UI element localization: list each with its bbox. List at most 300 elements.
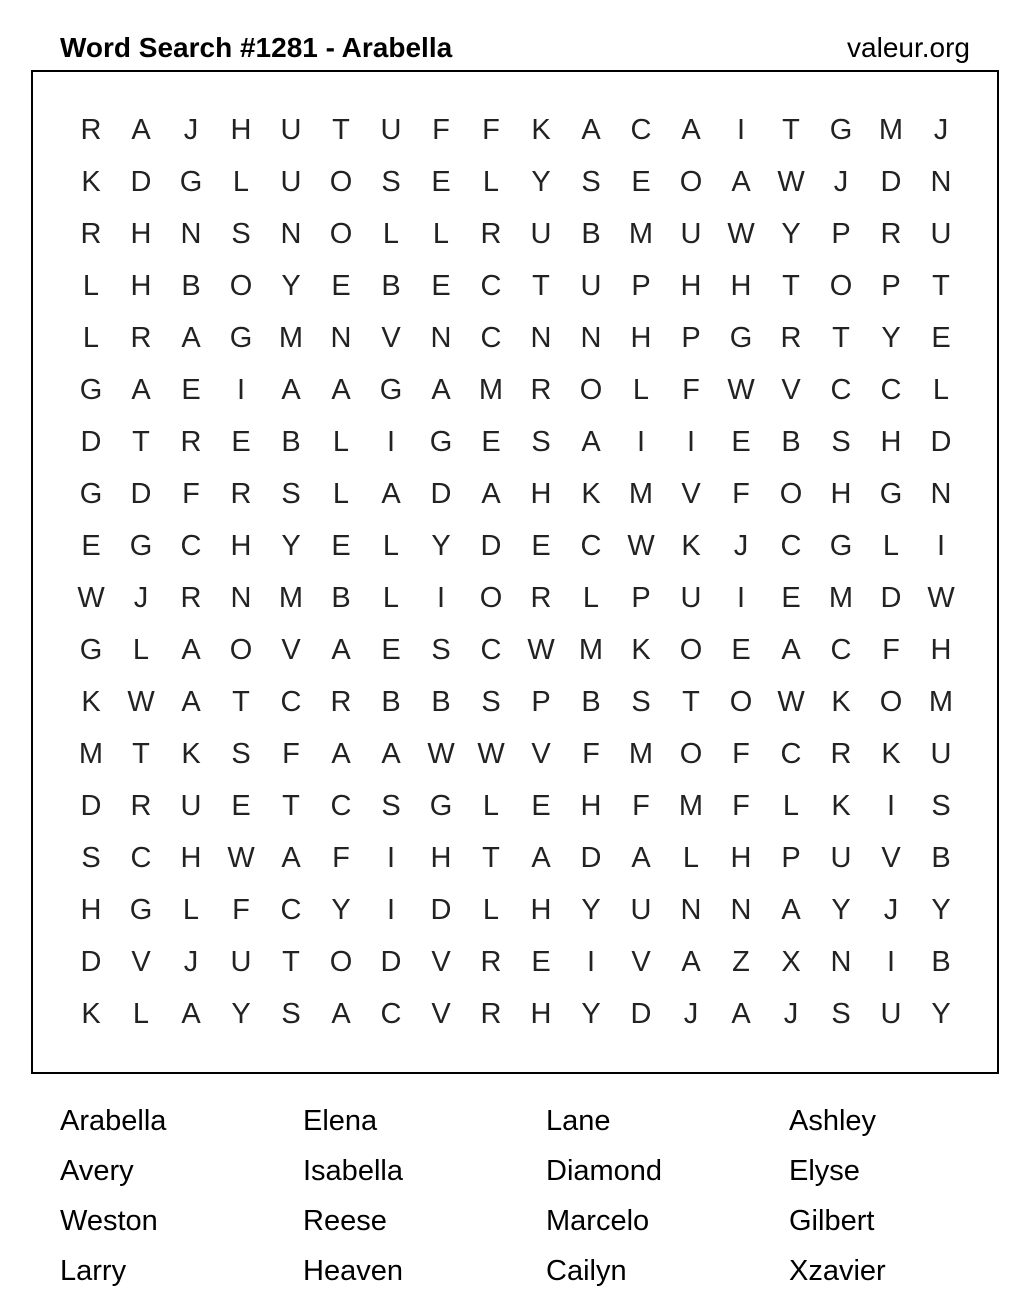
grid-cell: E xyxy=(631,165,651,198)
grid-cell: L xyxy=(932,373,950,406)
word-list-item: Weston xyxy=(60,1204,158,1237)
grid-cell: D xyxy=(880,165,902,198)
word-list-item: Arabella xyxy=(60,1104,167,1137)
grid-cell: S xyxy=(481,685,501,718)
grid-cell: E xyxy=(781,581,801,614)
grid-cell: U xyxy=(680,217,702,250)
grid-cell: M xyxy=(78,737,104,770)
word-list-item: Heaven xyxy=(303,1254,403,1287)
grid-cell: M xyxy=(478,373,504,406)
grid-cell: L xyxy=(382,581,400,614)
grid-cell: R xyxy=(80,217,102,250)
grid-cell: U xyxy=(930,737,952,770)
grid-cell: Y xyxy=(231,997,251,1030)
grid-cell: P xyxy=(781,841,801,874)
grid-cell: S xyxy=(431,633,451,666)
grid-cell: J xyxy=(883,893,899,926)
grid-cell: I xyxy=(936,529,946,562)
grid-cell: Y xyxy=(881,321,901,354)
word-list-item: Cailyn xyxy=(546,1254,627,1287)
grid-cell: B xyxy=(781,425,801,458)
grid-cell: I xyxy=(736,113,746,146)
grid-cell: N xyxy=(530,321,552,354)
grid-cell: R xyxy=(230,477,252,510)
grid-cell: T xyxy=(332,113,350,146)
grid-cell: D xyxy=(430,477,452,510)
grid-cell: O xyxy=(329,945,353,978)
grid-cell: R xyxy=(530,373,552,406)
grid-cell: M xyxy=(278,581,304,614)
letter-grid xyxy=(66,104,966,1040)
grid-cell: C xyxy=(580,529,602,562)
grid-cell: H xyxy=(80,893,102,926)
grid-cell: A xyxy=(181,685,201,718)
word-list-item: Larry xyxy=(60,1254,127,1287)
grid-cell: R xyxy=(130,789,152,822)
grid-cell: V xyxy=(631,945,651,978)
grid-cell: P xyxy=(531,685,551,718)
grid-cell: L xyxy=(332,425,350,458)
site-name: valeur.org xyxy=(847,32,970,63)
grid-cell: S xyxy=(381,789,401,822)
grid-cell: R xyxy=(480,945,502,978)
grid-cell: U xyxy=(530,217,552,250)
grid-cell: C xyxy=(280,685,302,718)
grid-cell: O xyxy=(879,685,903,718)
grid-cell: S xyxy=(931,789,951,822)
grid-cell: E xyxy=(181,373,201,406)
grid-cell: L xyxy=(482,165,500,198)
grid-cell: A xyxy=(431,373,451,406)
grid-cell: E xyxy=(931,321,951,354)
grid-cell: H xyxy=(530,477,552,510)
grid-cell: V xyxy=(431,997,451,1030)
grid-cell: O xyxy=(479,581,503,614)
grid-cell: P xyxy=(631,581,651,614)
grid-cell: L xyxy=(82,269,100,302)
grid-cell: C xyxy=(830,373,852,406)
grid-cell: W xyxy=(77,581,105,614)
grid-cell: O xyxy=(329,217,353,250)
grid-cell: A xyxy=(181,997,201,1030)
grid-cell: H xyxy=(230,113,252,146)
grid-cell: B xyxy=(181,269,201,302)
grid-cell: L xyxy=(382,529,400,562)
grid-cell: P xyxy=(681,321,701,354)
grid-cell: G xyxy=(179,165,203,198)
grid-cell: K xyxy=(831,685,851,718)
grid-cell: E xyxy=(531,789,551,822)
grid-cell: W xyxy=(777,165,805,198)
grid-cell: R xyxy=(180,425,202,458)
grid-cell: W xyxy=(627,529,655,562)
grid-cell: T xyxy=(782,269,800,302)
grid-cell: O xyxy=(679,737,703,770)
grid-cell: F xyxy=(632,789,650,822)
grid-cell: N xyxy=(930,165,952,198)
grid-cell: U xyxy=(280,165,302,198)
grid-cell: H xyxy=(130,269,152,302)
grid-cell: A xyxy=(331,737,351,770)
grid-cell: F xyxy=(182,477,200,510)
grid-cell: T xyxy=(282,789,300,822)
grid-cell: C xyxy=(780,737,802,770)
grid-cell: N xyxy=(580,321,602,354)
word-list-item: Isabella xyxy=(303,1154,403,1187)
grid-cell: L xyxy=(332,477,350,510)
grid-cell: W xyxy=(727,217,755,250)
grid-cell: L xyxy=(132,997,150,1030)
grid-cell: R xyxy=(480,997,502,1030)
grid-cell: N xyxy=(430,321,452,354)
grid-cell: W xyxy=(127,685,155,718)
grid-cell: A xyxy=(331,373,351,406)
grid-cell: A xyxy=(331,633,351,666)
grid-cell: R xyxy=(780,321,802,354)
grid-cell: F xyxy=(732,789,750,822)
grid-cell: B xyxy=(581,217,601,250)
grid-cell: V xyxy=(681,477,701,510)
grid-cell: H xyxy=(530,997,552,1030)
grid-cell: T xyxy=(232,685,250,718)
word-list-item: Elena xyxy=(303,1104,378,1137)
grid-cell: I xyxy=(586,945,596,978)
grid-cell: O xyxy=(679,633,703,666)
grid-cell: H xyxy=(130,217,152,250)
grid-cell: H xyxy=(830,477,852,510)
grid-cell: U xyxy=(830,841,852,874)
grid-cell: M xyxy=(628,217,654,250)
grid-cell: U xyxy=(880,997,902,1030)
grid-cell: A xyxy=(281,841,301,874)
grid-cell: T xyxy=(682,685,700,718)
grid-cell: E xyxy=(331,269,351,302)
grid-cell: T xyxy=(532,269,550,302)
grid-cell: C xyxy=(480,633,502,666)
grid-cell: K xyxy=(681,529,701,562)
grid-cell: K xyxy=(881,737,901,770)
grid-cell: T xyxy=(932,269,950,302)
grid-cell: A xyxy=(631,841,651,874)
grid-cell: K xyxy=(81,997,101,1030)
grid-cell: U xyxy=(680,581,702,614)
grid-cell: G xyxy=(79,477,103,510)
grid-cell: T xyxy=(782,113,800,146)
page-header xyxy=(60,26,970,70)
grid-cell: T xyxy=(132,425,150,458)
grid-cell: C xyxy=(630,113,652,146)
grid-cell: V xyxy=(131,945,151,978)
grid-cell: R xyxy=(330,685,352,718)
grid-cell: A xyxy=(581,425,601,458)
grid-cell: C xyxy=(480,321,502,354)
grid-cell: C xyxy=(180,529,202,562)
grid-cell: F xyxy=(332,841,350,874)
grid-cell: R xyxy=(480,217,502,250)
grid-cell: K xyxy=(81,165,101,198)
grid-cell: A xyxy=(131,113,151,146)
grid-cell: B xyxy=(381,685,401,718)
grid-cell: I xyxy=(236,373,246,406)
grid-cell: T xyxy=(282,945,300,978)
grid-cell: K xyxy=(831,789,851,822)
grid-cell: M xyxy=(878,113,904,146)
grid-cell: J xyxy=(133,581,149,614)
grid-cell: V xyxy=(381,321,401,354)
grid-cell: S xyxy=(831,425,851,458)
grid-cell: O xyxy=(579,373,603,406)
grid-cell: W xyxy=(777,685,805,718)
grid-cell: W xyxy=(727,373,755,406)
grid-cell: O xyxy=(329,165,353,198)
grid-cell: S xyxy=(231,737,251,770)
grid-cell: I xyxy=(436,581,446,614)
grid-cell: M xyxy=(928,685,954,718)
grid-cell: G xyxy=(879,477,903,510)
grid-cell: T xyxy=(832,321,850,354)
grid-cell: S xyxy=(381,165,401,198)
grid-cell: H xyxy=(530,893,552,926)
word-list-item: Gilbert xyxy=(789,1204,875,1237)
grid-cell: U xyxy=(380,113,402,146)
grid-cell: U xyxy=(280,113,302,146)
grid-cell: B xyxy=(281,425,301,458)
grid-cell: M xyxy=(628,737,654,770)
grid-cell: A xyxy=(681,945,701,978)
grid-cell: H xyxy=(680,269,702,302)
grid-cell: Y xyxy=(831,893,851,926)
grid-cell: L xyxy=(182,893,200,926)
word-list-item: Xzavier xyxy=(789,1254,886,1287)
grid-cell: A xyxy=(331,997,351,1030)
grid-cell: E xyxy=(481,425,501,458)
grid-cell: R xyxy=(130,321,152,354)
grid-cell: L xyxy=(482,789,500,822)
grid-cell: N xyxy=(930,477,952,510)
grid-cell: R xyxy=(180,581,202,614)
grid-cell: F xyxy=(582,737,600,770)
grid-cell: G xyxy=(829,113,853,146)
grid-cell: W xyxy=(227,841,255,874)
grid-cell: D xyxy=(930,425,952,458)
grid-cell: F xyxy=(682,373,700,406)
grid-cell: J xyxy=(783,997,799,1030)
grid-cell: T xyxy=(482,841,500,874)
grid-cell: P xyxy=(831,217,851,250)
grid-cell: M xyxy=(678,789,704,822)
grid-cell: R xyxy=(530,581,552,614)
grid-cell: D xyxy=(430,893,452,926)
grid-cell: B xyxy=(931,841,951,874)
grid-cell: C xyxy=(480,269,502,302)
grid-cell: L xyxy=(382,217,400,250)
grid-cell: M xyxy=(828,581,854,614)
grid-cell: N xyxy=(180,217,202,250)
grid-cell: A xyxy=(481,477,501,510)
word-list-item: Avery xyxy=(60,1154,134,1187)
grid-cell: D xyxy=(480,529,502,562)
grid-cell: N xyxy=(230,581,252,614)
grid-cell: O xyxy=(829,269,853,302)
grid-cell: K xyxy=(181,737,201,770)
grid-cell: Y xyxy=(931,997,951,1030)
grid-cell: S xyxy=(831,997,851,1030)
grid-cell: I xyxy=(886,789,896,822)
grid-cell: C xyxy=(380,997,402,1030)
grid-cell: Y xyxy=(281,529,301,562)
grid-cell: Z xyxy=(732,945,750,978)
word-list-item: Marcelo xyxy=(546,1204,650,1237)
grid-cell: I xyxy=(386,893,396,926)
grid-cell: S xyxy=(231,217,251,250)
grid-cell: H xyxy=(930,633,952,666)
word-list-item: Elyse xyxy=(789,1154,860,1187)
grid-cell: M xyxy=(628,477,654,510)
grid-cell: D xyxy=(630,997,652,1030)
grid-cell: S xyxy=(81,841,101,874)
grid-cell: N xyxy=(830,945,852,978)
grid-cell: J xyxy=(933,113,949,146)
grid-cell: F xyxy=(282,737,300,770)
grid-cell: D xyxy=(380,945,402,978)
grid-cell: V xyxy=(781,373,801,406)
grid-cell: L xyxy=(432,217,450,250)
grid-cell: L xyxy=(582,581,600,614)
grid-cell: U xyxy=(930,217,952,250)
grid-cell: E xyxy=(731,425,751,458)
grid-cell: Y xyxy=(331,893,351,926)
grid-cell: B xyxy=(331,581,351,614)
grid-cell: J xyxy=(683,997,699,1030)
grid-cell: G xyxy=(829,529,853,562)
grid-cell: Y xyxy=(931,893,951,926)
grid-cell: L xyxy=(882,529,900,562)
grid-cell: A xyxy=(581,113,601,146)
grid-cell: I xyxy=(636,425,646,458)
grid-cell: E xyxy=(231,425,251,458)
grid-cell: O xyxy=(779,477,803,510)
grid-cell: K xyxy=(531,113,551,146)
grid-cell: C xyxy=(330,789,352,822)
grid-cell: L xyxy=(782,789,800,822)
grid-cell: N xyxy=(680,893,702,926)
grid-cell: H xyxy=(580,789,602,822)
grid-cell: O xyxy=(229,633,253,666)
grid-cell: F xyxy=(482,113,500,146)
grid-cell: A xyxy=(531,841,551,874)
grid-cell: D xyxy=(580,841,602,874)
word-list-item: Ashley xyxy=(789,1104,877,1137)
grid-cell: V xyxy=(431,945,451,978)
grid-cell: F xyxy=(732,477,750,510)
grid-cell: H xyxy=(730,269,752,302)
grid-cell: A xyxy=(281,373,301,406)
grid-cell: X xyxy=(781,945,801,978)
grid-cell: G xyxy=(129,529,153,562)
grid-cell: H xyxy=(880,425,902,458)
grid-cell: R xyxy=(830,737,852,770)
grid-cell: H xyxy=(180,841,202,874)
grid-cell: R xyxy=(80,113,102,146)
grid-cell: L xyxy=(132,633,150,666)
grid-cell: U xyxy=(580,269,602,302)
grid-cell: P xyxy=(631,269,651,302)
grid-cell: N xyxy=(730,893,752,926)
grid-cell: E xyxy=(531,945,551,978)
grid-cell: C xyxy=(880,373,902,406)
grid-cell: A xyxy=(731,997,751,1030)
grid-cell: W xyxy=(477,737,505,770)
grid-cell: G xyxy=(79,373,103,406)
grid-cell: D xyxy=(130,165,152,198)
grid-cell: A xyxy=(181,633,201,666)
grid-cell: M xyxy=(578,633,604,666)
grid-cell: D xyxy=(130,477,152,510)
grid-cell: Y xyxy=(581,893,601,926)
grid-cell: I xyxy=(736,581,746,614)
grid-cell: E xyxy=(731,633,751,666)
grid-cell: C xyxy=(780,529,802,562)
puzzle-box xyxy=(31,70,999,1074)
word-list-item: Diamond xyxy=(546,1154,663,1187)
grid-cell: L xyxy=(232,165,250,198)
grid-cell: D xyxy=(80,789,102,822)
word-list-item: Lane xyxy=(546,1104,611,1137)
grid-cell: S xyxy=(631,685,651,718)
grid-cell: S xyxy=(281,997,301,1030)
grid-cell: I xyxy=(886,945,896,978)
grid-cell: B xyxy=(431,685,451,718)
grid-cell: A xyxy=(781,893,801,926)
grid-cell: E xyxy=(381,633,401,666)
grid-cell: V xyxy=(281,633,301,666)
grid-cell: J xyxy=(183,113,199,146)
grid-cell: A xyxy=(181,321,201,354)
grid-cell: Y xyxy=(281,269,301,302)
grid-cell: U xyxy=(180,789,202,822)
grid-cell: H xyxy=(730,841,752,874)
grid-cell: N xyxy=(280,217,302,250)
grid-cell: F xyxy=(882,633,900,666)
grid-cell: E xyxy=(81,529,101,562)
grid-cell: M xyxy=(278,321,304,354)
word-list xyxy=(60,1096,1030,1296)
grid-cell: S xyxy=(581,165,601,198)
grid-cell: Y xyxy=(431,529,451,562)
grid-cell: E xyxy=(431,165,451,198)
grid-cell: G xyxy=(729,321,753,354)
grid-cell: H xyxy=(630,321,652,354)
grid-cell: B xyxy=(931,945,951,978)
grid-cell: E xyxy=(531,529,551,562)
grid-cell: A xyxy=(681,113,701,146)
grid-cell: C xyxy=(830,633,852,666)
grid-cell: S xyxy=(531,425,551,458)
grid-cell: Y xyxy=(781,217,801,250)
grid-cell: T xyxy=(132,737,150,770)
grid-cell: L xyxy=(82,321,100,354)
grid-cell: G xyxy=(79,633,103,666)
word-list-item: Reese xyxy=(303,1204,387,1237)
grid-cell: G xyxy=(429,789,453,822)
grid-cell: V xyxy=(531,737,551,770)
grid-cell: Y xyxy=(581,997,601,1030)
grid-cell: O xyxy=(729,685,753,718)
grid-cell: Y xyxy=(531,165,551,198)
grid-cell: A xyxy=(731,165,751,198)
grid-cell: B xyxy=(381,269,401,302)
grid-cell: L xyxy=(632,373,650,406)
